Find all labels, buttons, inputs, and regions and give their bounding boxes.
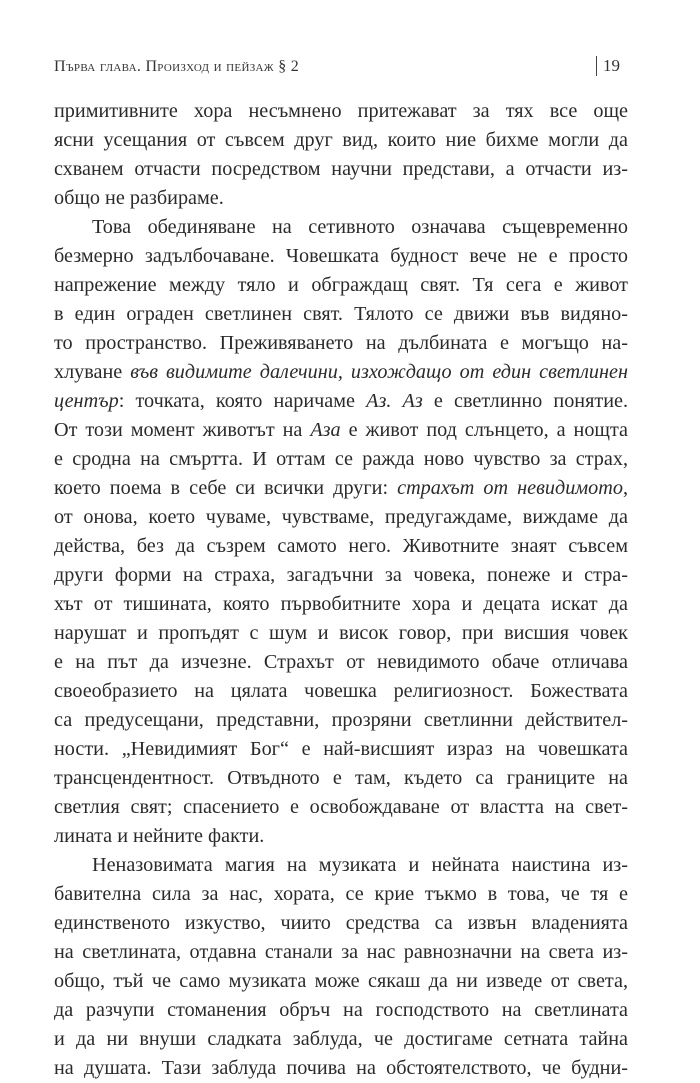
line-text: Това обединяване на сетивното означава същевременно (92, 216, 628, 238)
text-line (54, 358, 628, 387)
line-text: ности. „Невидимият Бог“ е най-висшият израз на човешката (54, 738, 628, 760)
italic-text: Аза (310, 419, 341, 441)
line-text: хлуване (54, 361, 123, 383)
line-text: на светлината, отдавна станали за нас равнозначни на света из- (54, 941, 628, 963)
text-line (54, 561, 628, 590)
text-line (54, 155, 628, 184)
text-line (54, 213, 628, 242)
text-line (54, 271, 628, 300)
text-line (54, 1054, 628, 1083)
line-text: напрежение между тяло и обграждащ свят. Тя сега е живот (54, 274, 628, 296)
line-text: хът от тишината, която първобитните хора и децата искат да (54, 593, 628, 615)
line-text: са предусещани, представни, прозряни светлинни действител- (54, 709, 628, 731)
line-text: бавителна сила за нас, хората, се крие тъкмо в това, че тя е (54, 883, 628, 905)
page-number: 19 (596, 56, 620, 76)
line-text: общо, тъй че само музиката може сякаш да ни изведе от света, (54, 970, 628, 992)
line-text: други форми на страха, загадъчни за човека, понеже и стра- (54, 564, 628, 586)
text-line (54, 532, 628, 561)
text-line (54, 387, 628, 416)
line-text: нарушат и пропъдят с шум и висок говор, при висшия човек (54, 622, 628, 644)
text-line (54, 880, 628, 909)
text-line (54, 648, 628, 677)
line-text: , (622, 477, 628, 499)
line-text: единственото изкуство, чиито средства са извън владенията (54, 912, 628, 934)
text-line (54, 967, 628, 996)
text-line (54, 184, 628, 213)
text-line (54, 938, 628, 967)
line-text: безмерно задълбочаване. Човешката будност вече не е просто (54, 245, 628, 267)
line-text: на душата. Тази заблуда почива на обстоятелството, че будни- (54, 1057, 628, 1079)
text-line (54, 706, 628, 735)
italic-text: във видимите далечини, изхождащо от един светлинен (122, 361, 628, 383)
text-line (54, 97, 628, 126)
text-line (54, 474, 628, 503)
text-line (54, 300, 628, 329)
line-text: е живот под слънцето, а нощта (340, 419, 628, 441)
text-line (54, 619, 628, 648)
text-line (54, 909, 628, 938)
text-line (54, 416, 628, 445)
italic-text: център (54, 390, 119, 412)
text-line (54, 590, 628, 619)
text-line (54, 329, 628, 358)
text-line (54, 242, 628, 271)
line-text: от онова, което чуваме, чувстваме, предугаждаме, виждаме да (54, 506, 628, 528)
line-text: : точката, която наричаме (118, 390, 367, 412)
text-line (54, 793, 628, 822)
line-text: е светлинно понятие. (422, 390, 628, 412)
line-text: Неназовимата магия на музиката и нейната наистина из- (92, 854, 628, 876)
line-text: то пространство. Преживяването на дълбината е могъщо на- (54, 332, 628, 354)
italic-text: Аз. Аз (366, 390, 423, 412)
running-head: Първа глава. Произход и пейзаж § 2 (54, 58, 300, 75)
line-text: е на път да изчезне. Страхът от невидимото обаче отличава (54, 651, 628, 673)
text-line (54, 851, 628, 880)
text-line (54, 677, 628, 706)
line-text: е сродна на смъртта. И оттам се ражда ново чувство за страх, (54, 448, 628, 470)
line-text: своеобразието на цялата човешка религиозност. Божествата (54, 680, 628, 702)
line-text: светлия свят; спасението е освобождаване от властта на свет- (54, 796, 628, 818)
italic-text: страхът от невидимото (397, 477, 623, 499)
text-line (54, 445, 628, 474)
line-text: схванем отчасти посредством научни представи, а отчасти из- (54, 158, 628, 180)
text-line (54, 126, 628, 155)
text-line (54, 822, 628, 851)
line-text: в един ограден светлинен свят. Тялото се движи във видяно- (54, 303, 628, 325)
line-text: ясни усещания от съвсем друг вид, които ние бихме могли да (54, 129, 628, 151)
line-text: От този момент животът на (54, 419, 311, 441)
line-text: общо не разбираме. (54, 187, 224, 209)
line-text: трансцендентност. Отвъдното е там, където са границите на (54, 767, 628, 789)
text-line (54, 735, 628, 764)
line-text: примитивните хора несъмнено притежават за тях все още (54, 100, 628, 122)
text-line (54, 503, 628, 532)
line-text: действа, без да съзрем самото него. Животните знаят съвсем (54, 535, 628, 557)
text-line (54, 1025, 628, 1054)
body-text (54, 97, 628, 1083)
line-text: лината и нейните факти. (54, 825, 265, 847)
text-line (54, 764, 628, 793)
line-text: и да ни внуши сладката заблуда, че достигаме сетната тайна (54, 1028, 628, 1050)
line-text: което поема в себе си всички други: (54, 477, 398, 499)
line-text: да разчупи стоманения обръч на господството на светлината (54, 999, 628, 1021)
text-line (54, 996, 628, 1025)
